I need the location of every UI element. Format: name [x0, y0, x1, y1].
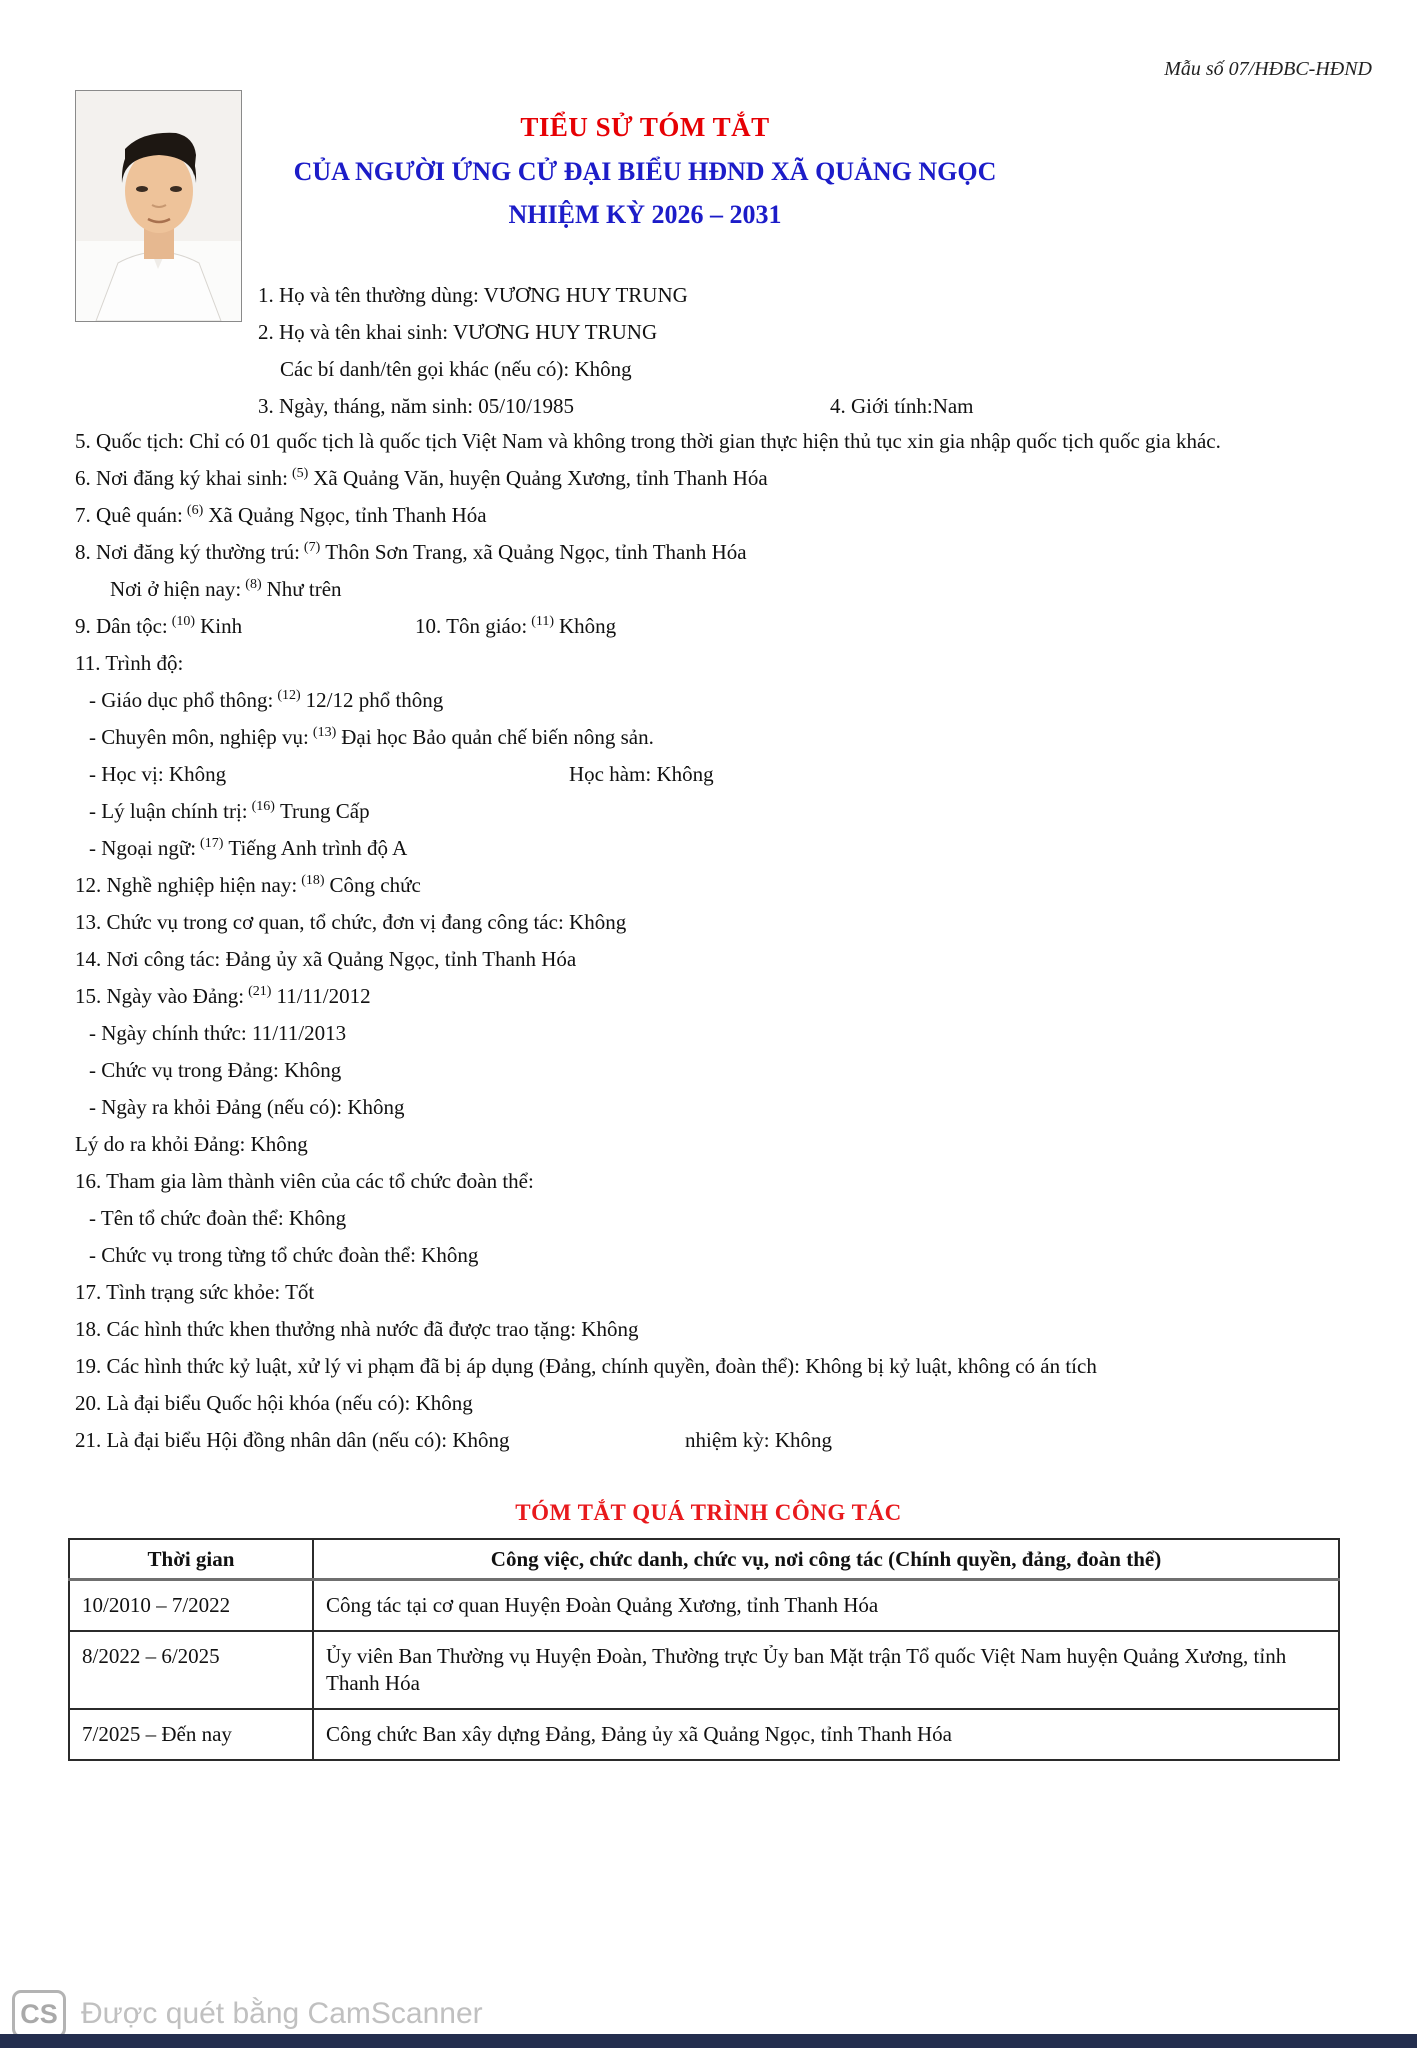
footnote-ref: (5)	[291, 466, 309, 481]
field-peoples-council-term: nhiệm kỳ: Không	[685, 1428, 832, 1452]
label: - Lý luận chính trị:	[89, 799, 248, 823]
value: 12/12 phổ thông	[305, 688, 444, 712]
footnote-ref: (12)	[277, 688, 301, 703]
field-health-status: 17. Tình trạng sức khỏe: Tốt	[75, 1280, 315, 1304]
title-line-1: TIỂU SỬ TÓM TẮT	[520, 112, 770, 142]
field-common-name: 1. Họ và tên thường dùng: VƯƠNG HUY TRUNG	[258, 283, 688, 307]
value: Công chức	[329, 873, 421, 897]
value: Xã Quảng Ngọc, tỉnh Thanh Hóa	[208, 503, 487, 527]
label: 12. Nghề nghiệp hiện nay:	[75, 873, 298, 897]
footnote-ref: (17)	[200, 836, 224, 851]
field-mass-org-name: - Tên tổ chức đoàn thể: Không	[89, 1206, 347, 1230]
field-party-join-date	[75, 985, 1355, 1007]
field-current-occupation	[75, 874, 1355, 896]
label: - Giáo dục phổ thông:	[89, 688, 274, 712]
field-position-in-org: 13. Chức vụ trong cơ quan, tổ chức, đơn vị đang công tác: Không	[75, 910, 627, 934]
field-academic-title: Học hàm: Không	[569, 762, 714, 786]
table-row	[69, 1631, 1339, 1709]
label: 8. Nơi đăng ký thường trú:	[75, 540, 300, 564]
value: Trung Cấp	[279, 799, 370, 823]
value: Thôn Sơn Trang, xã Quảng Ngọc, tỉnh Thanh Hóa	[325, 540, 747, 564]
field-religion	[415, 614, 616, 638]
table-header-row	[69, 1539, 1339, 1580]
header-work: Công việc, chức danh, chức vụ, nơi công tác (Chính quyền, đảng, đoàn thể)	[313, 1539, 1339, 1580]
field-professional-education	[75, 726, 1355, 748]
table-row	[69, 1709, 1339, 1760]
label: 6. Nơi đăng ký khai sinh:	[75, 466, 288, 490]
field-birth-registration	[75, 467, 1355, 489]
field-nationality: 5. Quốc tịch: Chỉ có 01 quốc tịch là quốc tịch Việt Nam và không trong thời gian thực hiện thủ tục xin gia nhập quốc tịch quốc gia khác.	[75, 429, 1221, 453]
value: Không	[559, 614, 617, 638]
footnote-ref: (16)	[251, 799, 275, 814]
footnote-ref: (10)	[171, 614, 196, 629]
camscanner-logo-icon: CS	[12, 1990, 66, 2038]
cell-time: 7/2025 – Đến nay	[69, 1709, 313, 1760]
field-state-awards: 18. Các hình thức khen thưởng nhà nước đã được trao tặng: Không	[75, 1317, 639, 1341]
field-peoples-council: 21. Là đại biểu Hội đồng nhân dân (nếu có): Không	[75, 1428, 510, 1452]
value: Kinh	[200, 614, 243, 638]
label: 7. Quê quán:	[75, 503, 183, 527]
field-disciplinary-actions: 19. Các hình thức kỷ luật, xử lý vi phạm đã bị áp dụng (Đảng, chính quyền, đoàn thể): Không bị kỷ luật, không có án tích	[75, 1354, 1097, 1378]
field-mass-organizations-header: 16. Tham gia làm thành viên của các tổ chức đoàn thể:	[75, 1169, 534, 1193]
field-party-leave-date: - Ngày ra khỏi Đảng (nếu có): Không	[89, 1095, 405, 1119]
footnote-ref: (11)	[531, 614, 555, 629]
cell-work: Công chức Ban xây dựng Đảng, Đảng ủy xã Quảng Ngọc, tỉnh Thanh Hóa	[313, 1709, 1339, 1760]
header-time: Thời gian	[69, 1539, 313, 1580]
field-current-residence	[75, 578, 1355, 600]
label: - Chuyên môn, nghiệp vụ:	[89, 725, 309, 749]
label: - Ngoại ngữ:	[89, 836, 197, 860]
footnote-ref: (8)	[245, 577, 262, 592]
label: 15. Ngày vào Đảng:	[75, 984, 245, 1008]
cell-time: 8/2022 – 6/2025	[69, 1631, 313, 1709]
value: 11/11/2012	[276, 984, 371, 1008]
field-workplace: 14. Nơi công tác: Đảng ủy xã Quảng Ngọc, tỉnh Thanh Hóa	[75, 947, 577, 971]
footnote-ref: (18)	[301, 873, 325, 888]
field-political-theory	[75, 800, 1355, 822]
personal-info-head	[258, 284, 1158, 432]
field-dob: 3. Ngày, tháng, năm sinh: 05/10/1985	[258, 394, 574, 418]
label: Nơi ở hiện nay:	[110, 577, 242, 601]
label: 10. Tôn giáo:	[415, 614, 528, 638]
field-ethnicity-religion-row	[75, 615, 1355, 637]
footnote-ref: (21)	[248, 984, 272, 999]
title-line-3: NHIỆM KỲ 2026 – 2031	[508, 200, 782, 229]
form-code: Mẫu số 07/HĐBC-HĐND	[1164, 58, 1372, 80]
field-mass-org-position: - Chức vụ trong từng tổ chức đoàn thể: Không	[89, 1243, 479, 1267]
table-row	[69, 1580, 1339, 1632]
field-national-assembly: 20. Là đại biểu Quốc hội khóa (nếu có): Không	[75, 1391, 473, 1415]
value: Xã Quảng Văn, huyện Quảng Xương, tỉnh Thanh Hóa	[313, 466, 768, 490]
bottom-navy-bar	[0, 2034, 1417, 2048]
footnote-ref: (13)	[312, 725, 337, 740]
personal-info-body	[75, 430, 1355, 1466]
value: Tiếng Anh trình độ A	[228, 836, 408, 860]
cell-work: Công tác tại cơ quan Huyện Đoàn Quảng Xương, tỉnh Thanh Hóa	[313, 1580, 1339, 1632]
footnote-ref: (7)	[303, 540, 321, 555]
career-history-table	[68, 1538, 1340, 1761]
cell-time: 10/2010 – 7/2022	[69, 1580, 313, 1632]
field-foreign-language	[75, 837, 1355, 859]
field-academic-degree: - Học vị: Không	[89, 762, 227, 786]
value: Như trên	[266, 577, 342, 601]
field-party-position: - Chức vụ trong Đảng: Không	[89, 1058, 342, 1082]
footnote-ref: (6)	[186, 503, 204, 518]
field-ethnicity	[75, 615, 415, 637]
career-section-title: TÓM TẮT QUÁ TRÌNH CÔNG TÁC	[515, 1500, 902, 1525]
field-party-leave-reason: Lý do ra khỏi Đảng: Không	[75, 1132, 308, 1156]
value: Đại học Bảo quản chế biến nông sản.	[341, 725, 654, 749]
field-alias: Các bí danh/tên gọi khác (nếu có): Không	[280, 357, 632, 381]
field-hometown	[75, 504, 1355, 526]
camscanner-text: Được quét bằng CamScanner	[81, 1997, 483, 2030]
title-line-2: CỦA NGƯỜI ỨNG CỬ ĐẠI BIỂU HĐND XÃ QUẢNG NGỌC	[293, 157, 997, 186]
field-peoples-council-row	[75, 1429, 1355, 1451]
field-general-education	[75, 689, 1355, 711]
field-dob-gender-row	[258, 395, 1158, 417]
field-party-official-date: - Ngày chính thức: 11/11/2013	[89, 1021, 347, 1045]
field-education-header: 11. Trình độ:	[75, 651, 184, 675]
field-permanent-residence	[75, 541, 1355, 563]
camscanner-watermark	[12, 1990, 483, 2038]
cell-work: Ủy viên Ban Thường vụ Huyện Đoàn, Thường trực Ủy ban Mặt trận Tổ quốc Việt Nam huyện Quảng Xương, tỉnh Thanh Hóa	[313, 1631, 1339, 1709]
label: 9. Dân tộc:	[75, 614, 168, 638]
document-title	[0, 112, 1290, 230]
field-birth-name: 2. Họ và tên khai sinh: VƯƠNG HUY TRUNG	[258, 320, 658, 344]
field-gender: 4. Giới tính:Nam	[830, 394, 974, 418]
field-degree-title-row	[75, 763, 1355, 785]
